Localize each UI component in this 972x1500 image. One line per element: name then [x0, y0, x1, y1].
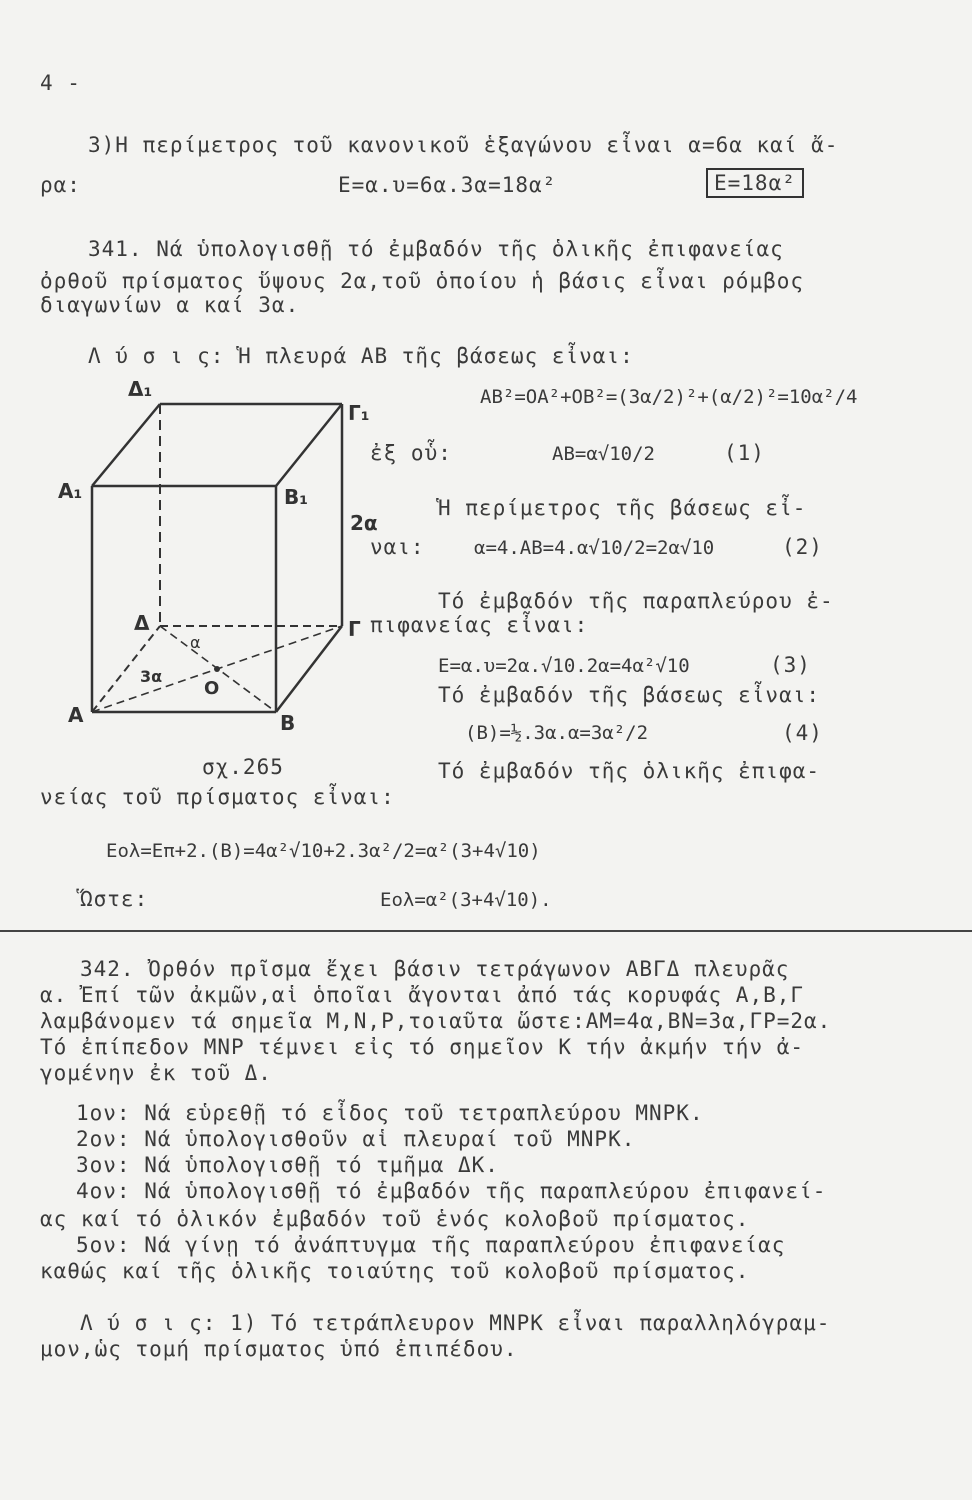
ex342-line3: λαμβάνομεν τά σημεῖα Μ,Ν,Ρ,τοιαῦτα ὥστε:ΑΜ=4α,ΒΝ=3α,ΓΡ=2α.: [40, 1009, 832, 1033]
ex341-line2: ὀρθοῦ πρίσματος ὕψους 2α,τοῦ ὁποίου ἡ βάσις εἶναι ρόμβος: [40, 269, 805, 293]
ex342-solution-line2: μον,ὡς τομή πρίσματος ὑπό ἐπιπέδου.: [40, 1337, 518, 1361]
p3-line2: ρα:: [40, 173, 81, 197]
lateral-line2: πιφανείας εἶναι:: [370, 613, 589, 637]
perimeter-line1: Ἡ περίμετρος τῆς βάσεως εἶ-: [438, 496, 807, 520]
label-d1: Δ₁: [128, 380, 153, 401]
ex342-line4: Τό ἐπίπεδον ΜΝΡ τέμνει εἰς τό σημεῖον Κ τήν ἀκμήν τήν ἀ-: [40, 1035, 805, 1059]
eq-ab: AB=α√10/2: [552, 443, 655, 465]
p3-boxed-result: E=18α²: [706, 168, 804, 198]
label-o: O: [204, 678, 220, 699]
task-1: 1ον: Νά εὑρεθῇ τό εἶδος τοῦ τετραπλεύρου ΜΝΡΚ.: [76, 1101, 704, 1125]
eq-lateral: E=α.υ=2α.√10.2α=4α²√10: [438, 655, 690, 677]
eq2-number: (2): [782, 535, 823, 559]
hoste-label: Ὥστε:: [80, 887, 149, 911]
ex342-line5: γομένην ἐκ τοῦ Δ.: [40, 1061, 272, 1085]
eq-ab-squared: AB²=OA²+OB²=(3α/2)²+(α/2)²=10α²/4: [480, 386, 858, 408]
ex342-solution-line1: Λ ύ σ ι ς: 1) Τό τετράπλευρον ΜΝΡΚ εἶναι παραλληλόγραμ-: [80, 1311, 831, 1335]
lateral-line1: Τό ἐμβαδόν τῆς παραπλεύρου ἐ-: [438, 589, 834, 613]
p3-formula: E=α.υ=6α.3α=18α²: [338, 173, 557, 197]
eq-perimeter: α=4.AB=4.α√10/2=2α√10: [474, 537, 715, 559]
ex341-solution-intro: Λ ύ σ ι ς: Ἡ πλευρά AB τῆς βάσεως εἶναι:: [88, 344, 634, 368]
task-5-cont: καθώς καί τῆς ὁλικῆς τοιαύτης τοῦ κολοβοῦ πρίσματος.: [40, 1259, 750, 1283]
ex341-line3: διαγωνίων α καί 3α.: [40, 293, 300, 317]
eq3-number: (3): [770, 653, 811, 677]
eq-total: Eολ=Eπ+2.(B)=4α²√10+2.3α²/2=α²(3+4√10): [106, 840, 541, 862]
label-3alpha: 3α: [140, 667, 163, 686]
perimeter-line2: ναι:: [370, 535, 425, 559]
page-number: 4 -: [40, 71, 81, 95]
label-b: B: [280, 711, 296, 735]
p3-line1: 3)Η περίμετρος τοῦ κανονικοῦ ἑξαγώνου εἶναι α=6α καί ἄ-: [88, 133, 839, 157]
eq1-number: (1): [724, 441, 765, 465]
label-g1: Γ₁: [348, 401, 370, 425]
ex342-line1: 342. Ὀρθόν πρῖσμα ἔχει βάσιν τετράγωνον ΑΒΓΔ πλευρᾶς: [80, 957, 790, 981]
eq-final: Eολ=α²(3+4√10).: [380, 889, 552, 911]
ex342-line2: α. Ἐπί τῶν ἀκμῶν,αἱ ὁποῖαι ἄγονται ἀπό τάς κορυφάς Α,Β,Γ: [40, 983, 805, 1007]
label-d: Δ: [134, 611, 150, 635]
label-g: Γ: [348, 617, 361, 641]
prism-figure: [40, 380, 400, 740]
eq-base: (B)=½.3α.α=3α²/2: [465, 722, 649, 744]
task-3: 3ον: Νά ὑπολογισθῇ τό τμῆμα ΔΚ.: [76, 1153, 499, 1177]
task-5: 5ον: Νά γίνῃ τό ἀνάπτυγμα τῆς παραπλεύρου ἐπιφανείας: [76, 1233, 786, 1257]
total-line1: Τό ἐμβαδόν τῆς ὁλικῆς ἐπιφα-: [438, 759, 821, 783]
task-2: 2ον: Νά ὑπολογισθοῦν αἱ πλευραί τοῦ ΜΝΡΚ.: [76, 1127, 636, 1151]
label-b1: B₁: [284, 485, 309, 509]
task-4: 4ον: Νά ὑπολογισθῇ τό ἐμβαδόν τῆς παραπλεύρου ἐπιφανεί-: [76, 1179, 827, 1203]
ex341-line1: 341. Νά ὑπολογισθῇ τό ἐμβαδόν τῆς ὁλικῆς ἐπιφανείας: [88, 237, 784, 261]
task-4-cont: ας καί τό ὁλικόν ἐμβαδόν τοῦ ἑνός κολοβοῦ πρίσματος.: [40, 1207, 750, 1231]
label-height: 2α: [350, 511, 378, 535]
label-a1: A₁: [58, 479, 83, 503]
eq4-number: (4): [782, 721, 823, 745]
ex-ou-label: ἐξ οὗ:: [370, 441, 452, 465]
total-line2: νείας τοῦ πρίσματος εἶναι:: [40, 785, 395, 809]
base-area-line: Τό ἐμβαδόν τῆς βάσεως εἶναι:: [438, 683, 821, 707]
label-alpha: α: [190, 633, 201, 652]
figure-caption: σχ.265: [202, 755, 284, 779]
section-divider: [0, 930, 972, 932]
label-a: A: [68, 703, 84, 727]
